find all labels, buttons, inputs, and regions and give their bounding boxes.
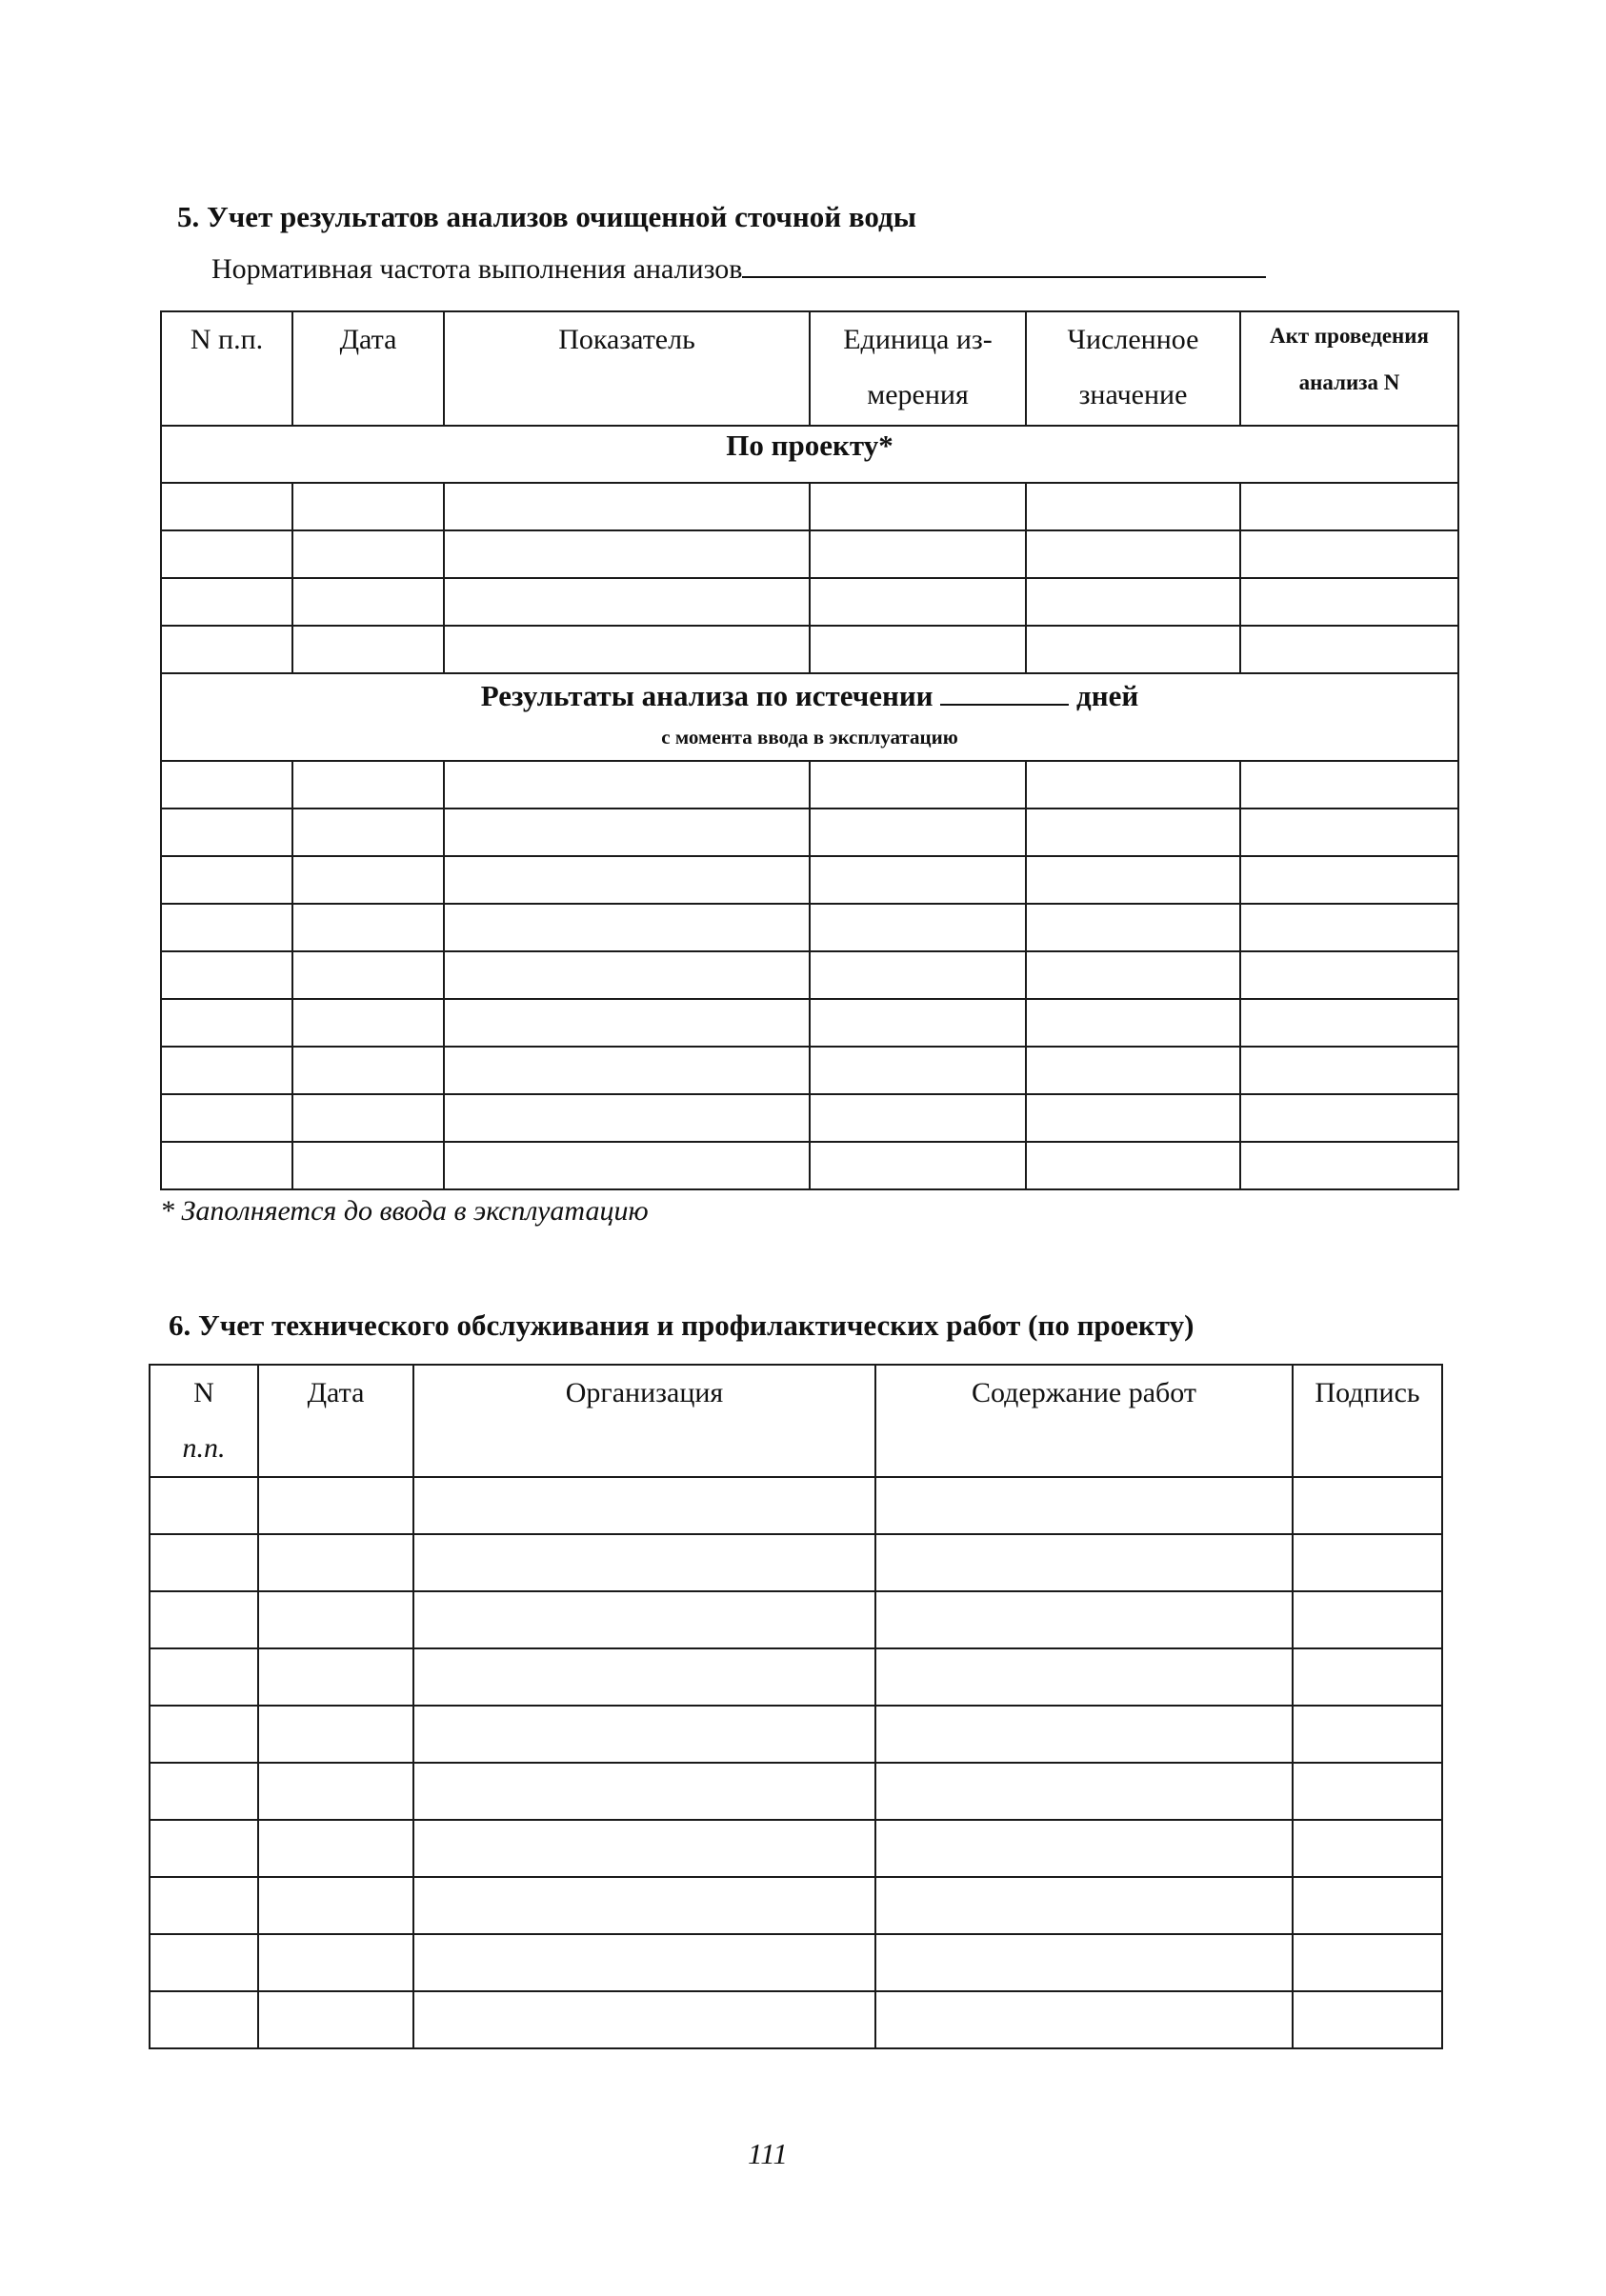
- table-row: [150, 1648, 1442, 1706]
- table-row: [161, 530, 1458, 578]
- table-row: [150, 1934, 1442, 1991]
- table-row: [150, 1991, 1442, 2048]
- results-label-cell: [161, 673, 1458, 761]
- table-row: [150, 1820, 1442, 1877]
- table-row: [161, 761, 1458, 809]
- table-row: [161, 809, 1458, 856]
- header-value: Численное значение: [1026, 311, 1240, 426]
- header-unit: Единица из- мерения: [810, 311, 1026, 426]
- project-label: По проекту*: [161, 426, 1458, 483]
- header-signature: Подпись: [1293, 1365, 1442, 1477]
- frequency-blank[interactable]: [742, 276, 1266, 278]
- table-row: [150, 1763, 1442, 1820]
- results-sublabel: с момента ввода в эксплуатацию: [661, 726, 958, 749]
- section5-title: 5. Учет результатов анализов очищенной сточной воды: [177, 200, 916, 233]
- results-label: Результаты анализа по истечении дней: [480, 679, 1139, 712]
- header-num: N п.п.: [161, 311, 292, 426]
- table-row: [161, 951, 1458, 999]
- table-row: [161, 1094, 1458, 1142]
- table-row: [150, 1706, 1442, 1763]
- table-row: [161, 483, 1458, 530]
- table-row: [150, 1877, 1442, 1934]
- results-section-row: [161, 673, 1458, 761]
- table-row: [150, 1591, 1442, 1648]
- header-date: Дата: [292, 311, 444, 426]
- header-date: Дата: [258, 1365, 413, 1477]
- footnote: * Заполняется до ввода в эксплуатацию: [160, 1195, 649, 1227]
- section6-title: 6. Учет технического обслуживания и профилактических работ (по проекту): [169, 1308, 1194, 1342]
- table-row: [161, 856, 1458, 904]
- table-row: [161, 578, 1458, 626]
- maintenance-header-row: [150, 1365, 1442, 1477]
- frequency-label: Нормативная частота выполнения анализов: [211, 253, 743, 285]
- table-row: [161, 1047, 1458, 1094]
- table-row: [150, 1477, 1442, 1534]
- table-row: [161, 999, 1458, 1047]
- analysis-table: [160, 310, 1459, 1190]
- frequency-line: [211, 253, 1266, 286]
- days-blank[interactable]: [940, 704, 1069, 706]
- table-row: [161, 904, 1458, 951]
- header-work-content: Содержание работ: [875, 1365, 1293, 1477]
- header-organization: Организация: [413, 1365, 875, 1477]
- page-number: 111: [748, 2137, 788, 2170]
- project-section-row: [161, 426, 1458, 483]
- header-num: N п.п.: [150, 1365, 258, 1477]
- analysis-header-row: [161, 311, 1458, 426]
- table-row: [161, 1142, 1458, 1189]
- header-indicator: Показатель: [444, 311, 810, 426]
- header-act: Акт проведения анализа N: [1240, 311, 1458, 426]
- table-row: [161, 626, 1458, 673]
- table-row: [150, 1534, 1442, 1591]
- maintenance-table: [149, 1364, 1443, 2049]
